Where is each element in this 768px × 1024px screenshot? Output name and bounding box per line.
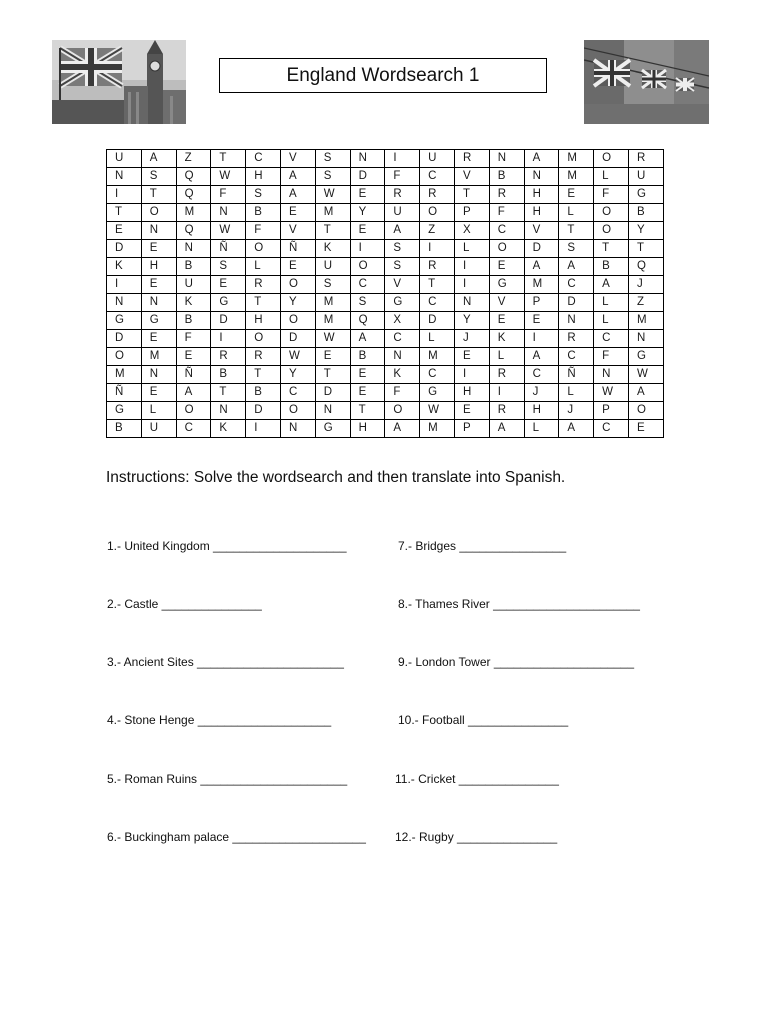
grid-cell: B: [628, 204, 663, 222]
grid-cell: D: [280, 330, 315, 348]
grid-cell: H: [454, 384, 489, 402]
grid-cell: J: [559, 402, 594, 420]
grid-cell: E: [141, 330, 176, 348]
grid-cell: S: [211, 258, 246, 276]
grid-cell: G: [489, 276, 524, 294]
grid-cell: R: [489, 186, 524, 204]
grid-row: [107, 384, 664, 402]
grid-cell: E: [454, 348, 489, 366]
grid-cell: E: [280, 204, 315, 222]
grid-cell: O: [594, 204, 629, 222]
grid-cell: E: [350, 384, 385, 402]
grid-cell: T: [420, 276, 455, 294]
grid-cell: A: [524, 150, 559, 168]
grid-cell: N: [107, 168, 142, 186]
grid-cell: C: [559, 276, 594, 294]
grid-cell: A: [350, 330, 385, 348]
grid-cell: A: [280, 168, 315, 186]
grid-cell: P: [454, 204, 489, 222]
grid-cell: J: [454, 330, 489, 348]
grid-cell: M: [628, 312, 663, 330]
grid-cell: W: [420, 402, 455, 420]
grid-cell: Y: [280, 366, 315, 384]
grid-cell: T: [628, 240, 663, 258]
grid-cell: U: [107, 150, 142, 168]
grid-cell: T: [315, 222, 350, 240]
grid-cell: J: [524, 384, 559, 402]
grid-cell: D: [559, 294, 594, 312]
question-5: 5.- Roman Ruins ______________________: [107, 772, 348, 786]
grid-cell: L: [594, 168, 629, 186]
grid-cell: Ñ: [176, 366, 211, 384]
grid-cell: A: [524, 348, 559, 366]
grid-cell: E: [524, 312, 559, 330]
grid-cell: D: [246, 402, 281, 420]
grid-cell: D: [107, 240, 142, 258]
grid-cell: B: [350, 348, 385, 366]
grid-cell: D: [524, 240, 559, 258]
grid-cell: I: [246, 420, 281, 438]
question-1: 1.- United Kingdom ____________________: [107, 539, 347, 553]
grid-cell: T: [246, 294, 281, 312]
grid-cell: V: [454, 168, 489, 186]
grid-cell: L: [489, 348, 524, 366]
grid-row: [107, 402, 664, 420]
grid-cell: N: [315, 402, 350, 420]
grid-row: [107, 348, 664, 366]
question-8: 8.- Thames River ______________________: [398, 597, 640, 611]
grid-cell: U: [176, 276, 211, 294]
grid-cell: U: [420, 150, 455, 168]
grid-cell: I: [107, 276, 142, 294]
grid-cell: R: [559, 330, 594, 348]
grid-cell: T: [211, 150, 246, 168]
grid-cell: F: [385, 168, 420, 186]
grid-cell: P: [594, 402, 629, 420]
grid-cell: R: [246, 276, 281, 294]
grid-cell: N: [211, 402, 246, 420]
grid-cell: I: [385, 150, 420, 168]
grid-row: [107, 330, 664, 348]
grid-cell: A: [141, 150, 176, 168]
grid-cell: D: [107, 330, 142, 348]
grid-cell: O: [385, 402, 420, 420]
grid-cell: C: [420, 168, 455, 186]
question-4: 4.- Stone Henge ____________________: [107, 713, 332, 727]
grid-cell: D: [350, 168, 385, 186]
grid-cell: M: [559, 168, 594, 186]
wordsearch-grid: [106, 149, 664, 438]
grid-cell: A: [559, 420, 594, 438]
grid-cell: L: [559, 384, 594, 402]
grid-cell: E: [489, 312, 524, 330]
grid-cell: N: [107, 294, 142, 312]
grid-cell: N: [559, 312, 594, 330]
grid-cell: Q: [350, 312, 385, 330]
grid-cell: K: [385, 366, 420, 384]
grid-cell: W: [594, 384, 629, 402]
grid-cell: Y: [350, 204, 385, 222]
grid-cell: H: [141, 258, 176, 276]
grid-cell: V: [489, 294, 524, 312]
grid-cell: M: [420, 420, 455, 438]
grid-cell: O: [176, 402, 211, 420]
grid-cell: R: [489, 366, 524, 384]
grid-cell: N: [350, 150, 385, 168]
grid-cell: L: [559, 204, 594, 222]
question-10: 10.- Football _______________: [398, 713, 569, 727]
grid-cell: Q: [628, 258, 663, 276]
grid-cell: G: [141, 312, 176, 330]
grid-cell: T: [594, 240, 629, 258]
grid-cell: M: [141, 348, 176, 366]
grid-cell: E: [559, 186, 594, 204]
grid-cell: C: [420, 294, 455, 312]
grid-cell: M: [420, 348, 455, 366]
grid-cell: N: [628, 330, 663, 348]
grid-cell: N: [211, 204, 246, 222]
grid-cell: F: [176, 330, 211, 348]
grid-cell: S: [246, 186, 281, 204]
grid-cell: G: [315, 420, 350, 438]
grid-cell: E: [350, 366, 385, 384]
grid-cell: N: [489, 150, 524, 168]
grid-cell: Ñ: [211, 240, 246, 258]
grid-cell: V: [280, 222, 315, 240]
grid-cell: C: [524, 366, 559, 384]
grid-cell: C: [280, 384, 315, 402]
grid-cell: W: [211, 222, 246, 240]
grid-cell: F: [594, 186, 629, 204]
grid-cell: P: [454, 420, 489, 438]
grid-cell: Ñ: [559, 366, 594, 384]
grid-cell: N: [141, 294, 176, 312]
grid-cell: S: [385, 258, 420, 276]
grid-cell: O: [280, 402, 315, 420]
grid-cell: I: [107, 186, 142, 204]
grid-cell: S: [315, 150, 350, 168]
grid-cell: M: [315, 204, 350, 222]
grid-cell: R: [246, 348, 281, 366]
grid-cell: Z: [420, 222, 455, 240]
grid-cell: L: [524, 420, 559, 438]
grid-cell: S: [350, 294, 385, 312]
grid-row: [107, 276, 664, 294]
grid-cell: R: [489, 402, 524, 420]
grid-cell: G: [420, 384, 455, 402]
grid-cell: H: [524, 186, 559, 204]
grid-cell: C: [594, 330, 629, 348]
grid-cell: E: [350, 222, 385, 240]
grid-cell: M: [107, 366, 142, 384]
grid-cell: N: [141, 222, 176, 240]
london-parliament-photo: [52, 40, 186, 124]
grid-cell: M: [315, 294, 350, 312]
grid-cell: V: [385, 276, 420, 294]
grid-cell: B: [107, 420, 142, 438]
grid-cell: C: [176, 420, 211, 438]
grid-cell: K: [211, 420, 246, 438]
grid-cell: O: [350, 258, 385, 276]
instructions-text: Instructions: Solve the wordsearch and then translate into Spanish.: [106, 469, 566, 486]
grid-cell: O: [107, 348, 142, 366]
grid-cell: O: [280, 312, 315, 330]
grid-cell: O: [420, 204, 455, 222]
grid-cell: M: [176, 204, 211, 222]
grid-cell: P: [524, 294, 559, 312]
grid-cell: B: [176, 258, 211, 276]
grid-cell: F: [594, 348, 629, 366]
grid-cell: E: [628, 420, 663, 438]
grid-cell: N: [454, 294, 489, 312]
grid-cell: B: [594, 258, 629, 276]
grid-cell: N: [141, 366, 176, 384]
grid-cell: V: [280, 150, 315, 168]
grid-cell: H: [246, 312, 281, 330]
grid-cell: K: [176, 294, 211, 312]
grid-cell: A: [489, 420, 524, 438]
grid-row: [107, 366, 664, 384]
grid-cell: I: [211, 330, 246, 348]
grid-cell: C: [385, 330, 420, 348]
grid-cell: X: [385, 312, 420, 330]
grid-cell: N: [176, 240, 211, 258]
grid-cell: K: [489, 330, 524, 348]
grid-cell: B: [176, 312, 211, 330]
grid-cell: U: [628, 168, 663, 186]
grid-cell: G: [107, 312, 142, 330]
question-11: 11.- Cricket _______________: [395, 772, 559, 786]
grid-row: [107, 150, 664, 168]
grid-cell: B: [489, 168, 524, 186]
grid-cell: R: [420, 186, 455, 204]
grid-cell: B: [211, 366, 246, 384]
grid-cell: M: [524, 276, 559, 294]
grid-cell: F: [211, 186, 246, 204]
grid-cell: H: [350, 420, 385, 438]
grid-cell: X: [454, 222, 489, 240]
grid-cell: T: [350, 402, 385, 420]
grid-cell: I: [454, 366, 489, 384]
grid-cell: S: [559, 240, 594, 258]
grid-cell: W: [315, 186, 350, 204]
grid-row: [107, 312, 664, 330]
grid-cell: W: [280, 348, 315, 366]
grid-cell: G: [107, 402, 142, 420]
grid-cell: A: [594, 276, 629, 294]
grid-cell: C: [559, 348, 594, 366]
grid-cell: T: [211, 384, 246, 402]
question-7: 7.- Bridges ________________: [398, 539, 567, 553]
grid-cell: R: [628, 150, 663, 168]
grid-cell: V: [524, 222, 559, 240]
grid-cell: Q: [176, 222, 211, 240]
grid-cell: A: [385, 420, 420, 438]
question-9: 9.- London Tower _____________________: [398, 655, 634, 669]
grid-cell: I: [454, 276, 489, 294]
grid-cell: C: [420, 366, 455, 384]
grid-row: [107, 420, 664, 438]
grid-cell: A: [559, 258, 594, 276]
grid-cell: T: [559, 222, 594, 240]
grid-cell: Y: [454, 312, 489, 330]
grid-row: [107, 186, 664, 204]
grid-cell: A: [385, 222, 420, 240]
grid-cell: F: [246, 222, 281, 240]
grid-cell: U: [141, 420, 176, 438]
grid-cell: B: [246, 384, 281, 402]
grid-cell: E: [454, 402, 489, 420]
worksheet-title-text: England Wordsearch 1: [286, 64, 480, 86]
question-3: 3.- Ancient Sites ______________________: [107, 655, 344, 669]
grid-cell: I: [524, 330, 559, 348]
grid-cell: L: [141, 402, 176, 420]
grid-cell: B: [246, 204, 281, 222]
grid-cell: E: [141, 384, 176, 402]
grid-cell: S: [315, 168, 350, 186]
grid-cell: O: [280, 276, 315, 294]
grid-cell: N: [524, 168, 559, 186]
grid-cell: L: [246, 258, 281, 276]
grid-cell: H: [524, 402, 559, 420]
grid-cell: Y: [628, 222, 663, 240]
grid-cell: Q: [176, 168, 211, 186]
grid-cell: C: [489, 222, 524, 240]
grid-cell: O: [246, 330, 281, 348]
grid-cell: D: [420, 312, 455, 330]
grid-cell: R: [211, 348, 246, 366]
grid-cell: M: [315, 312, 350, 330]
grid-row: [107, 222, 664, 240]
grid-cell: O: [594, 222, 629, 240]
grid-cell: A: [628, 384, 663, 402]
grid-cell: W: [628, 366, 663, 384]
grid-cell: T: [141, 186, 176, 204]
grid-cell: C: [350, 276, 385, 294]
grid-row: [107, 258, 664, 276]
grid-cell: T: [315, 366, 350, 384]
grid-cell: H: [246, 168, 281, 186]
grid-cell: E: [350, 186, 385, 204]
grid-row: [107, 240, 664, 258]
grid-cell: E: [489, 258, 524, 276]
grid-cell: E: [315, 348, 350, 366]
grid-cell: O: [489, 240, 524, 258]
grid-cell: S: [315, 276, 350, 294]
grid-cell: W: [315, 330, 350, 348]
grid-cell: N: [385, 348, 420, 366]
question-2: 2.- Castle _______________: [107, 597, 262, 611]
grid-row: [107, 294, 664, 312]
grid-cell: F: [489, 204, 524, 222]
grid-cell: E: [107, 222, 142, 240]
grid-cell: E: [211, 276, 246, 294]
grid-cell: W: [211, 168, 246, 186]
grid-cell: R: [420, 258, 455, 276]
grid-cell: T: [107, 204, 142, 222]
grid-row: [107, 204, 664, 222]
grid-cell: T: [454, 186, 489, 204]
grid-cell: G: [385, 294, 420, 312]
grid-cell: R: [385, 186, 420, 204]
grid-cell: M: [559, 150, 594, 168]
grid-cell: I: [420, 240, 455, 258]
grid-cell: C: [594, 420, 629, 438]
grid-cell: E: [176, 348, 211, 366]
grid-cell: N: [594, 366, 629, 384]
grid-cell: U: [385, 204, 420, 222]
grid-cell: Z: [176, 150, 211, 168]
grid-cell: A: [524, 258, 559, 276]
grid-cell: G: [628, 186, 663, 204]
grid-cell: O: [594, 150, 629, 168]
grid-cell: S: [141, 168, 176, 186]
question-12: 12.- Rugby _______________: [395, 830, 558, 844]
grid-cell: I: [350, 240, 385, 258]
grid-cell: N: [280, 420, 315, 438]
grid-cell: R: [454, 150, 489, 168]
grid-cell: E: [280, 258, 315, 276]
grid-cell: Ñ: [280, 240, 315, 258]
grid-cell: S: [385, 240, 420, 258]
grid-cell: A: [176, 384, 211, 402]
grid-cell: L: [594, 312, 629, 330]
grid-cell: I: [454, 258, 489, 276]
worksheet-title: [219, 58, 547, 93]
grid-cell: K: [315, 240, 350, 258]
grid-cell: D: [315, 384, 350, 402]
grid-cell: E: [141, 276, 176, 294]
grid-cell: L: [420, 330, 455, 348]
grid-cell: D: [211, 312, 246, 330]
grid-cell: Z: [628, 294, 663, 312]
grid-cell: H: [524, 204, 559, 222]
grid-cell: U: [315, 258, 350, 276]
grid-cell: C: [246, 150, 281, 168]
grid-cell: O: [628, 402, 663, 420]
grid-cell: E: [141, 240, 176, 258]
grid-cell: T: [246, 366, 281, 384]
grid-cell: G: [211, 294, 246, 312]
grid-row: [107, 168, 664, 186]
grid-cell: Q: [176, 186, 211, 204]
union-jack-bunting-photo: [584, 40, 709, 124]
grid-cell: Y: [280, 294, 315, 312]
grid-cell: A: [280, 186, 315, 204]
question-6: 6.- Buckingham palace ____________________: [107, 830, 366, 844]
grid-cell: I: [489, 384, 524, 402]
grid-cell: O: [246, 240, 281, 258]
grid-cell: F: [385, 384, 420, 402]
grid-cell: J: [628, 276, 663, 294]
grid-cell: L: [594, 294, 629, 312]
grid-cell: Ñ: [107, 384, 142, 402]
grid-cell: K: [107, 258, 142, 276]
grid-cell: L: [454, 240, 489, 258]
grid-cell: O: [141, 204, 176, 222]
grid-cell: G: [628, 348, 663, 366]
